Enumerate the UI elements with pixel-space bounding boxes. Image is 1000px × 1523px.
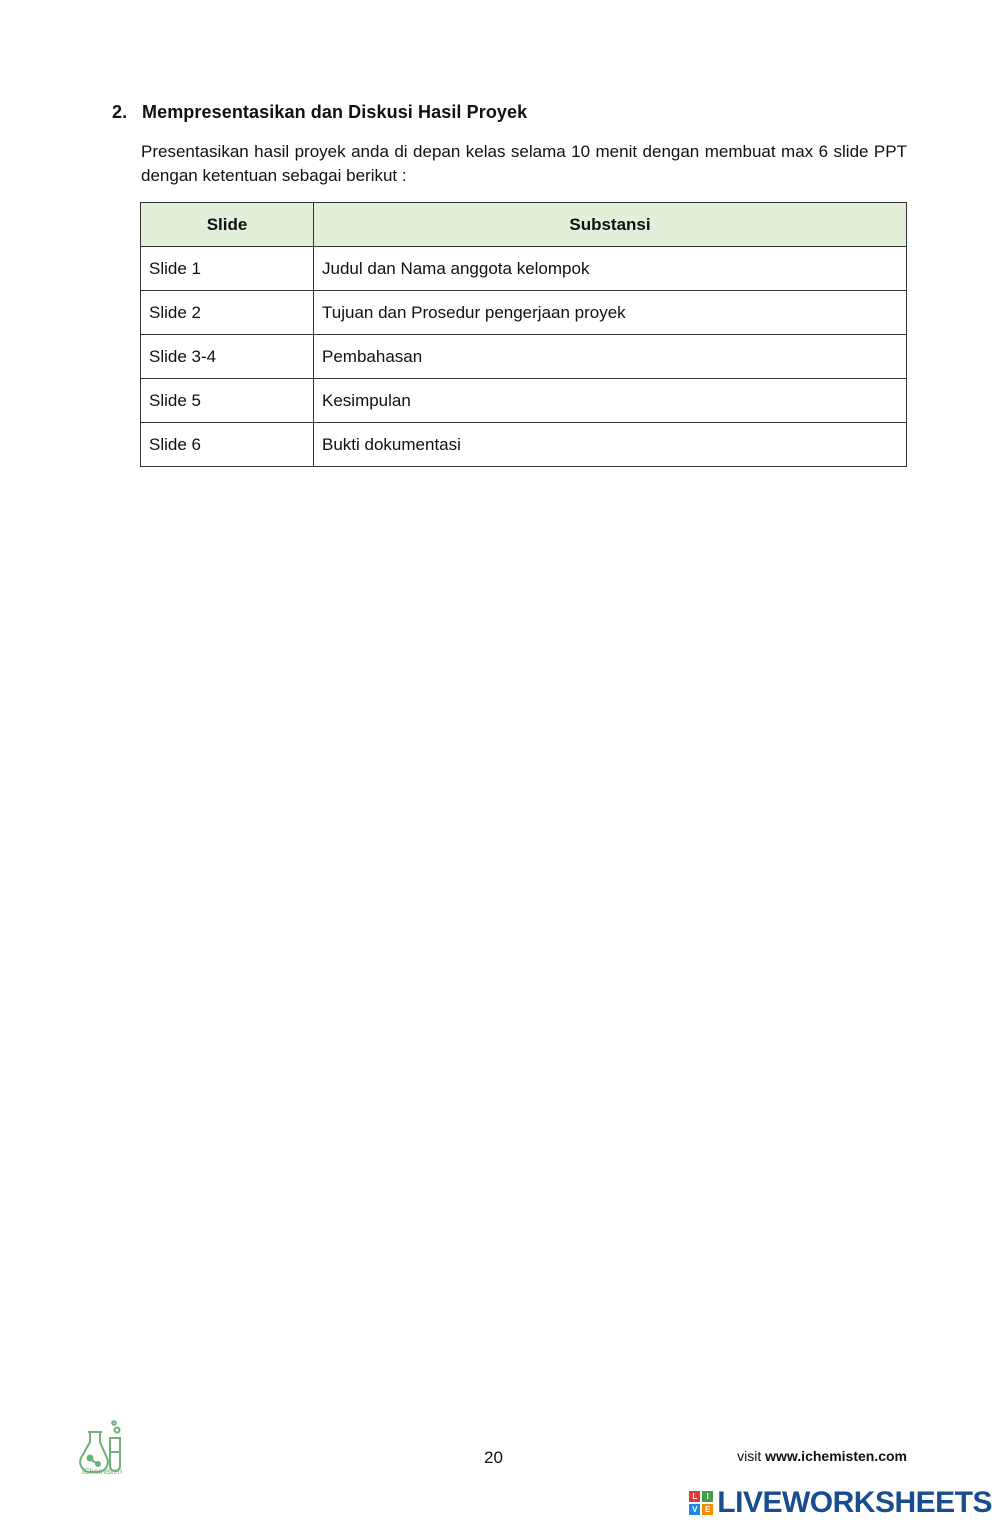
footer-visit [737, 1448, 907, 1464]
liveworksheets-watermark [689, 1486, 992, 1520]
instruction-paragraph: Presentasikan hasil proyek anda di depan kelas selama 10 menit dengan membuat max 6 slide PPT dengan ketentuan sebagai berikut : [141, 142, 907, 185]
substansi-cell: Kesimpulan [314, 379, 907, 423]
slide-cell: Slide 3-4 [141, 335, 314, 379]
watermark-text: LIVEWORKSHEETS [717, 1486, 992, 1519]
badge-letter: V [689, 1504, 700, 1515]
badge-letter: L [689, 1491, 700, 1502]
table-header-row [141, 203, 907, 247]
header-slide: Slide [141, 203, 314, 247]
header-substansi: Substansi [314, 203, 907, 247]
table-row [141, 291, 907, 335]
website-link[interactable]: www.ichemisten.com [765, 1448, 907, 1464]
page-number: 20 [484, 1448, 503, 1467]
section-heading [112, 102, 527, 123]
table-row [141, 423, 907, 467]
table-row [141, 335, 907, 379]
substansi-cell: Judul dan Nama anggota kelompok [314, 247, 907, 291]
substansi-cell: Pembahasan [314, 335, 907, 379]
slide-cell: Slide 6 [141, 423, 314, 467]
slide-table [140, 202, 907, 467]
visit-prefix: visit [737, 1448, 766, 1464]
slide-cell: Slide 1 [141, 247, 314, 291]
badge-letter: I [702, 1491, 713, 1502]
substansi-cell: Bukti dokumentasi [314, 423, 907, 467]
logo-text: iChemisten [81, 1467, 122, 1476]
slide-cell: Slide 2 [141, 291, 314, 335]
slide-cell: Slide 5 [141, 379, 314, 423]
table-row [141, 379, 907, 423]
section-number: 2. [112, 102, 128, 122]
substansi-cell: Tujuan dan Prosedur pengerjaan proyek [314, 291, 907, 335]
table-row [141, 247, 907, 291]
badge-letter: E [702, 1504, 713, 1515]
section-title: Mempresentasikan dan Diskusi Hasil Proyek [142, 102, 528, 122]
live-badge-icon [689, 1491, 713, 1515]
